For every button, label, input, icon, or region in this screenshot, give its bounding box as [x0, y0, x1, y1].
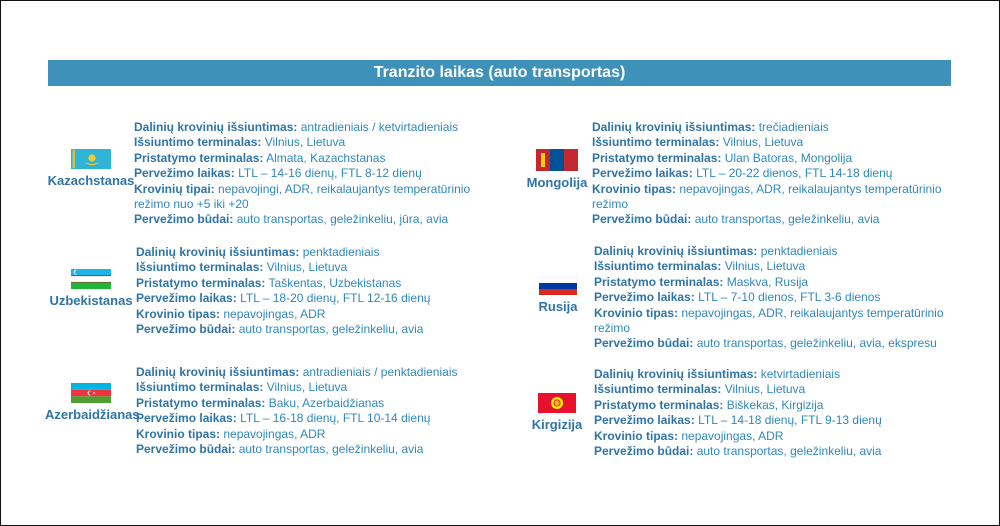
- row-value: penktadieniais: [302, 245, 380, 259]
- row-label: Pervežimo laikas:: [594, 413, 695, 428]
- row-label: Krovinių tipai:: [134, 181, 215, 196]
- row-label: Krovinio tipas:: [592, 181, 677, 196]
- uzbekistan-flag-icon: [71, 269, 111, 289]
- row-label: Išsiuntimo terminalas:: [136, 380, 264, 395]
- mongolia-flag-icon: [536, 149, 578, 171]
- row-label: Išsiuntimo terminalas:: [136, 260, 264, 275]
- row-label: Išsiuntimo terminalas:: [594, 382, 722, 397]
- row-value: LTL – 7-10 dienos, FTL 3-6 dienos: [698, 290, 881, 305]
- row-label: Krovinio tipas:: [136, 306, 221, 321]
- info-mongolia: [592, 120, 952, 228]
- country-label-mongolia: [521, 149, 593, 190]
- info-kazakhstan: [134, 120, 486, 228]
- row-value: Biškekas, Kirgizija: [726, 397, 824, 412]
- row-label: Pristatymo terminalas:: [136, 395, 266, 410]
- country-name: Rusija: [538, 299, 578, 314]
- row-value: Vilnius, Lietuva: [722, 135, 804, 150]
- row-value: auto transportas, geležinkeliu, avia: [696, 444, 882, 459]
- row-value: Taškentas, Uzbekistanas: [268, 275, 402, 290]
- row-label: Pervežimo laikas:: [136, 291, 237, 306]
- row-value: penktadieniais: [760, 244, 838, 258]
- country-name: Kazachstanas: [47, 173, 135, 188]
- row-label: Pristatymo terminalas:: [594, 274, 724, 289]
- row-value: auto transportas, geležinkeliu, avia: [694, 212, 880, 227]
- row-value: Almata, Kazachstanas: [266, 150, 386, 165]
- row-value: LTL – 16-18 dienų, FTL 10-14 dienų: [240, 411, 431, 426]
- row-value: nepavojingas, ADR, reikalaujantys temperatūrinio režimo: [592, 181, 942, 212]
- row-label: Pervežimo būdai:: [134, 212, 234, 227]
- row-label: Pristatymo terminalas:: [594, 397, 724, 412]
- row-label: Dalinių krovinių išsiuntimas:: [136, 365, 300, 379]
- row-label: Dalinių krovinių išsiuntimas:: [594, 367, 758, 381]
- row-label: Pervežimo būdai:: [592, 212, 692, 227]
- row-value: LTL – 18-20 dienų, FTL 12-16 dienų: [240, 291, 431, 306]
- row-value: LTL – 14-18 dienų, FTL 9-13 dienų: [698, 413, 882, 428]
- row-value: nepavojingi, ADR, reikalaujantys temperatūrinio režimo nuo +5 iki +20: [134, 181, 471, 212]
- row-label: Dalinių krovinių išsiuntimas:: [592, 120, 756, 134]
- country-label-kazakhstan: [47, 149, 135, 188]
- row-value: trečiadieniais: [758, 120, 829, 134]
- info-azerbaijan: [136, 365, 488, 457]
- row-label: Pervežimo būdai:: [136, 442, 236, 457]
- row-label: Krovinio tipas:: [136, 426, 221, 441]
- row-value: nepavojingas, ADR, reikalaujantys temperatūrinio režimo: [594, 305, 944, 336]
- russia-flag-icon: [539, 277, 577, 295]
- row-value: Baku, Azerbaidžianas: [268, 395, 385, 410]
- row-value: Vilnius, Lietuva: [264, 135, 346, 150]
- row-value: ketvirtadieniais: [760, 367, 841, 381]
- row-label: Dalinių krovinių išsiuntimas:: [594, 244, 758, 258]
- page-title: Tranzito laikas (auto transportas): [373, 64, 626, 81]
- country-label-kyrgyzstan: [521, 393, 593, 432]
- row-value: antradieniais / ketvirtadieniais: [300, 120, 459, 134]
- country-name: Mongolija: [526, 175, 588, 190]
- row-label: Pervežimo laikas:: [592, 166, 693, 181]
- row-label: Krovinio tipas:: [594, 428, 679, 443]
- row-value: Ulan Batoras, Mongolija: [724, 150, 853, 165]
- row-label: Pervežimo laikas:: [136, 411, 237, 426]
- row-label: Pristatymo terminalas:: [136, 275, 266, 290]
- row-label: Išsiuntimo terminalas:: [592, 135, 720, 150]
- row-label: Pervežimo būdai:: [594, 444, 694, 459]
- row-value: auto transportas, geležinkeliu, avia, ekspresu: [696, 336, 937, 351]
- row-label: Pervežimo laikas:: [134, 166, 235, 181]
- row-label: Dalinių krovinių išsiuntimas:: [136, 245, 300, 259]
- row-label: Išsiuntimo terminalas:: [594, 259, 722, 274]
- kyrgyzstan-flag-icon: [538, 393, 576, 413]
- row-value: nepavojingas, ADR: [223, 426, 326, 441]
- row-value: LTL – 20-22 dienos, FTL 14-18 dienų: [696, 166, 893, 181]
- row-value: antradieniais / penktadieniais: [302, 365, 458, 379]
- row-label: Pervežimo būdai:: [594, 336, 694, 351]
- row-value: Vilnius, Lietuva: [724, 382, 806, 397]
- row-value: Maskva, Rusija: [726, 274, 809, 289]
- country-name: Uzbekistanas: [49, 293, 133, 308]
- row-label: Dalinių krovinių išsiuntimas:: [134, 120, 298, 134]
- row-value: Vilnius, Lietuva: [724, 259, 806, 274]
- azerbaijan-flag-icon: [71, 383, 111, 403]
- country-label-russia: [523, 277, 593, 314]
- row-value: Vilnius, Lietuva: [266, 380, 348, 395]
- info-kyrgyzstan: [594, 367, 954, 459]
- country-label-azerbaijan: [45, 383, 140, 422]
- row-value: auto transportas, geležinkeliu, avia: [238, 442, 424, 457]
- country-name: Kirgizija: [531, 417, 583, 432]
- row-label: Pervežimo būdai:: [136, 322, 236, 337]
- row-value: auto transportas, geležinkeliu, avia: [238, 322, 424, 337]
- row-value: auto transportas, geležinkeliu, jūra, avia: [236, 212, 449, 227]
- country-label-uzbekistan: [47, 269, 135, 308]
- info-russia: [594, 244, 954, 352]
- row-label: Krovinio tipas:: [594, 305, 679, 320]
- info-uzbekistan: [136, 245, 488, 337]
- row-label: Pristatymo terminalas:: [134, 150, 264, 165]
- row-value: Vilnius, Lietuva: [266, 260, 348, 275]
- row-label: Pristatymo terminalas:: [592, 150, 722, 165]
- country-name: Azerbaidžianas: [45, 407, 140, 422]
- kazakhstan-flag-icon: [71, 149, 111, 169]
- row-value: LTL – 14-16 dienų, FTL 8-12 dienų: [238, 166, 422, 181]
- row-label: Išsiuntimo terminalas:: [134, 135, 262, 150]
- page-title-banner: [48, 60, 951, 86]
- row-value: nepavojingas, ADR: [223, 306, 326, 321]
- row-label: Pervežimo laikas:: [594, 290, 695, 305]
- row-value: nepavojingas, ADR: [681, 428, 784, 443]
